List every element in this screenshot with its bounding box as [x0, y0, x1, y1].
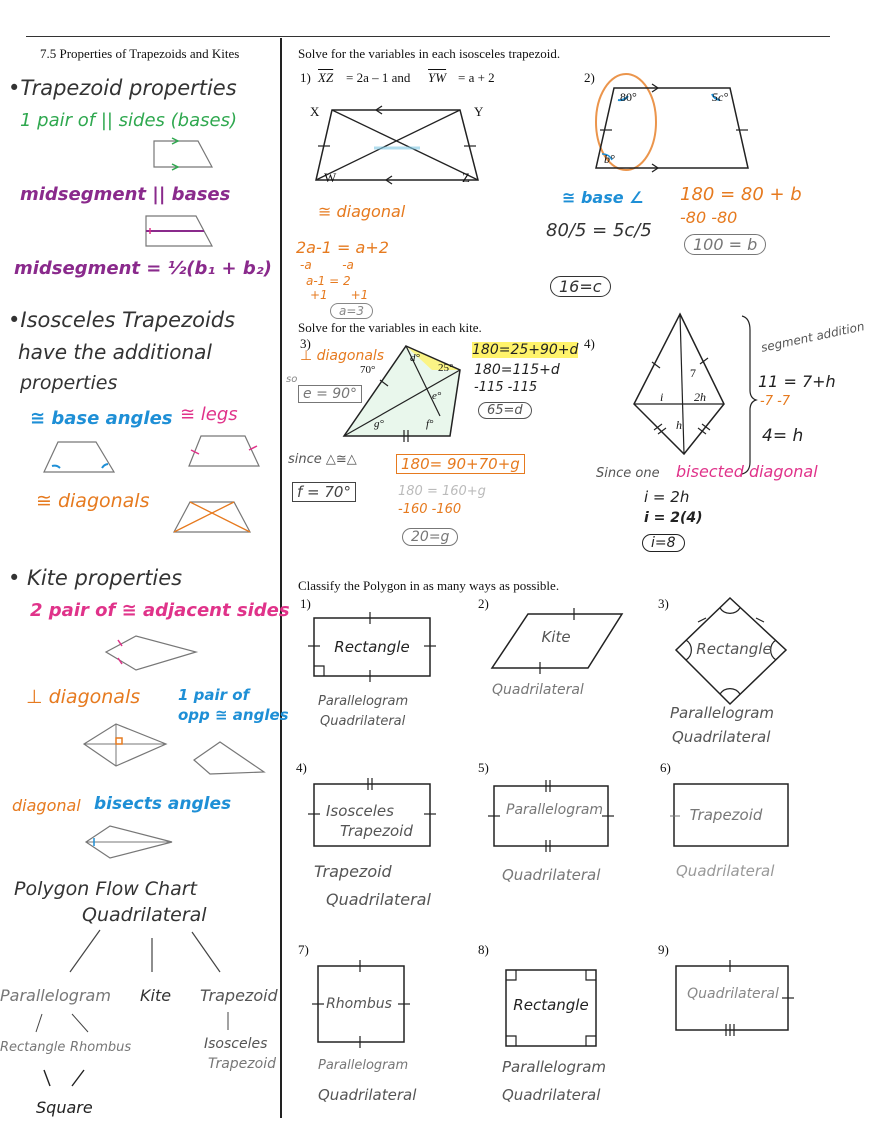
isosceles-line2: have the additional — [18, 340, 212, 364]
p1-reason: ≅ diagonal — [318, 202, 406, 221]
c5-below-1: Quadrilateral — [502, 866, 601, 884]
p3-angle-d: d° — [410, 352, 420, 364]
midsegment-parallel: midsegment || bases — [20, 184, 231, 205]
c8-inside: Rectangle — [513, 996, 589, 1014]
diagonals-note: ≅ diagonals — [36, 490, 150, 512]
c4-below-2: Quadrilateral — [326, 890, 431, 909]
p4-label-i: i — [660, 390, 664, 404]
p4-answer-h: 4= h — [762, 426, 804, 446]
c9-number: 9) — [658, 942, 669, 957]
c6-inside: Trapezoid — [689, 806, 763, 824]
p3-angle-25: 25° — [438, 362, 454, 374]
c7-below-1: Parallelogram — [318, 1058, 409, 1073]
flow-quadrilateral: Quadrilateral — [82, 904, 207, 926]
kite-instructions: Solve for the variables in each kite. — [298, 320, 482, 335]
c9-inside: Quadrilateral — [687, 986, 779, 1002]
c1-inside: Rectangle — [334, 638, 410, 656]
p4-label-h: h — [676, 418, 682, 432]
c2-below-1: Quadrilateral — [492, 682, 584, 698]
c5-inside: Parallelogram — [506, 802, 604, 818]
top-rule — [26, 36, 830, 37]
base-angles-note: ≅ base angles — [30, 408, 173, 429]
p3-answer-g: 20=g — [402, 528, 458, 546]
c4-number: 4) — [296, 760, 307, 775]
kite-bisect-sketch — [80, 820, 180, 864]
flow-kite: Kite — [140, 986, 172, 1005]
flow-rectangle: Rectangle — [0, 1040, 66, 1055]
p1-work-4: +1 +1 — [310, 288, 369, 302]
p4-work-1: 11 = 7+h — [758, 372, 836, 391]
kite-perp-sketch — [80, 720, 170, 770]
c8-below-2: Quadrilateral — [502, 1086, 601, 1104]
p1-label-x: X — [310, 104, 320, 119]
p1-eq1: = 2a – 1 and — [346, 70, 411, 85]
flow-square: Square — [36, 1098, 93, 1117]
trapezoid-instructions: Solve for the variables in each isosceles trapezoid. — [298, 46, 561, 61]
p2-reason: ≅ base ∠ — [562, 188, 644, 207]
midsegment-formula: midsegment = ½(b₁ + b₂) — [14, 258, 272, 279]
c7-inside: Rhombus — [326, 996, 392, 1012]
p1-work-2: -a -a — [300, 258, 354, 272]
p2-angle-b: b° — [604, 152, 615, 166]
p2-work-2: -80 -80 — [680, 208, 738, 227]
p3-kite-figure — [340, 340, 470, 440]
p2-answer-c: 16=c — [550, 276, 611, 297]
p3-f-answer: f = 70° — [292, 482, 356, 502]
kite-adjacent-sides: 2 pair of ≅ adjacent sides — [30, 600, 290, 621]
p2-answer-b: 100 = b — [684, 234, 766, 255]
kite-bisect-a: diagonal — [12, 796, 81, 815]
p3-work-2: 180=115+d — [474, 362, 560, 378]
c1-below-2: Quadrilateral — [320, 714, 406, 729]
p3-since: since △≅△ — [288, 452, 357, 467]
p3-g-work-2: 180 = 160+g — [398, 484, 486, 499]
kite-opp-sketch — [190, 734, 270, 780]
p3-so: so — [286, 374, 298, 385]
isosceles-heading: •Isosceles Trapezoids — [8, 308, 236, 332]
c6-number: 6) — [660, 760, 671, 775]
c3-below-2: Quadrilateral — [672, 728, 771, 746]
p1-eq2: = a + 2 — [458, 70, 495, 85]
c1-number: 1) — [300, 596, 311, 611]
p1-work-1: 2a-1 = a+2 — [296, 238, 389, 257]
p2-work-1: 180 = 80 + b — [680, 184, 802, 205]
flow-isosceles-1: Isosceles — [204, 1036, 268, 1052]
kite-sides-sketch — [100, 630, 200, 676]
p3-work-1: 180=25+90+d — [472, 342, 579, 358]
p4-kite-figure — [630, 310, 760, 460]
flow-rhombus: Rhombus — [70, 1040, 132, 1055]
p2-angle-80: 80° — [620, 90, 637, 104]
kite-perpendicular: ⊥ diagonals — [26, 686, 141, 708]
kite-heading: • Kite properties — [8, 566, 183, 590]
p3-work-3: -115 -115 — [474, 380, 538, 395]
c8-number: 8) — [478, 942, 489, 957]
p4-work-2: -7 -7 — [760, 394, 791, 409]
p4-label-2h: 2h — [694, 390, 706, 404]
trapezoid-sketch — [150, 135, 220, 175]
trapezoid-heading: •Trapezoid properties — [8, 76, 237, 100]
c7-below-2: Quadrilateral — [318, 1086, 417, 1104]
c4-inside-1: Isosceles — [326, 802, 394, 820]
p2-number: 2) — [584, 70, 595, 85]
c8-below-1: Parallelogram — [502, 1058, 606, 1076]
midsegment-sketch — [140, 212, 220, 252]
isosceles-line3: properties — [20, 372, 118, 394]
flow-chart-title: Polygon Flow Chart — [14, 878, 197, 900]
p1-answer: a=3 — [330, 303, 373, 319]
p3-number: 3) — [300, 336, 311, 351]
p3-angle-e: e° — [432, 390, 442, 402]
c2-number: 2) — [478, 596, 489, 611]
c3-below-1: Parallelogram — [670, 704, 774, 722]
p1-number: 1) — [300, 70, 311, 85]
p1-label-w: W — [324, 170, 337, 185]
c5-number: 5) — [478, 760, 489, 775]
kite-bisect-b: bisects angles — [94, 794, 232, 814]
p3-angle-g: g° — [374, 418, 384, 430]
p3-angle-f: f° — [426, 418, 434, 430]
p3-angle-70: 70° — [360, 364, 376, 376]
p4-since: Since one — [596, 466, 660, 481]
column-divider — [280, 38, 282, 1118]
p4-segment-addition: segment addition — [759, 319, 866, 355]
c3-number: 3) — [658, 596, 669, 611]
c1-below-1: Parallelogram — [318, 694, 409, 709]
c6-below-1: Quadrilateral — [676, 862, 775, 880]
p1-work-3: a-1 = 2 — [306, 274, 351, 288]
kite-opp-angles-1: 1 pair of — [178, 686, 250, 704]
base-angles-sketch — [40, 438, 120, 478]
legs-sketch — [185, 432, 265, 472]
c7-number: 7) — [298, 942, 309, 957]
flow-parallelogram: Parallelogram — [0, 986, 111, 1005]
classify-instructions: Classify the Polygon in as many ways as possible. — [298, 578, 560, 593]
p4-answer-i: i=8 — [642, 534, 685, 552]
diagonals-sketch — [168, 498, 258, 538]
c3-inside: Rectangle — [696, 640, 772, 658]
p2-angle-5c: 5c° — [712, 90, 729, 104]
c2-inside: Kite — [541, 628, 571, 646]
p2-trapezoid-figure — [590, 70, 760, 180]
p1-label-z: Z — [462, 170, 470, 185]
p1-label-y: Y — [474, 104, 484, 119]
p3-g-work-1: 180= 90+70+g — [396, 454, 525, 474]
p4-bisected: bisected diagonal — [676, 462, 818, 481]
p4-label-7: 7 — [690, 366, 696, 380]
trapezoid-one-pair: 1 pair of || sides (bases) — [20, 110, 237, 131]
p3-answer-d: 65=d — [478, 402, 532, 419]
p4-i-work-1: i = 2h — [644, 488, 690, 506]
c4-below-1: Trapezoid — [314, 862, 392, 881]
flow-trapezoid: Trapezoid — [200, 986, 278, 1005]
flow-isosceles-2: Trapezoid — [208, 1056, 276, 1072]
p1-xz: $\overline{XZ}$ — [318, 70, 334, 85]
p1-yw: $\overline{YW}$ — [428, 70, 447, 85]
p3-reason: ⊥ diagonals — [300, 348, 385, 364]
p4-i-work-2: i = 2(4) — [644, 510, 703, 526]
p4-number: 4) — [584, 336, 595, 351]
c4-inside-2: Trapezoid — [340, 822, 413, 840]
legs-note: ≅ legs — [180, 404, 238, 425]
p3-g-work-3: -160 -160 — [398, 502, 462, 517]
p2-fraction: 80/5 = 5c/5 — [546, 220, 652, 241]
p3-e-answer: e = 90° — [298, 385, 362, 403]
page-title: 7.5 Properties of Trapezoids and Kites — [40, 46, 240, 61]
kite-opp-angles-2: opp ≅ angles — [178, 706, 289, 724]
